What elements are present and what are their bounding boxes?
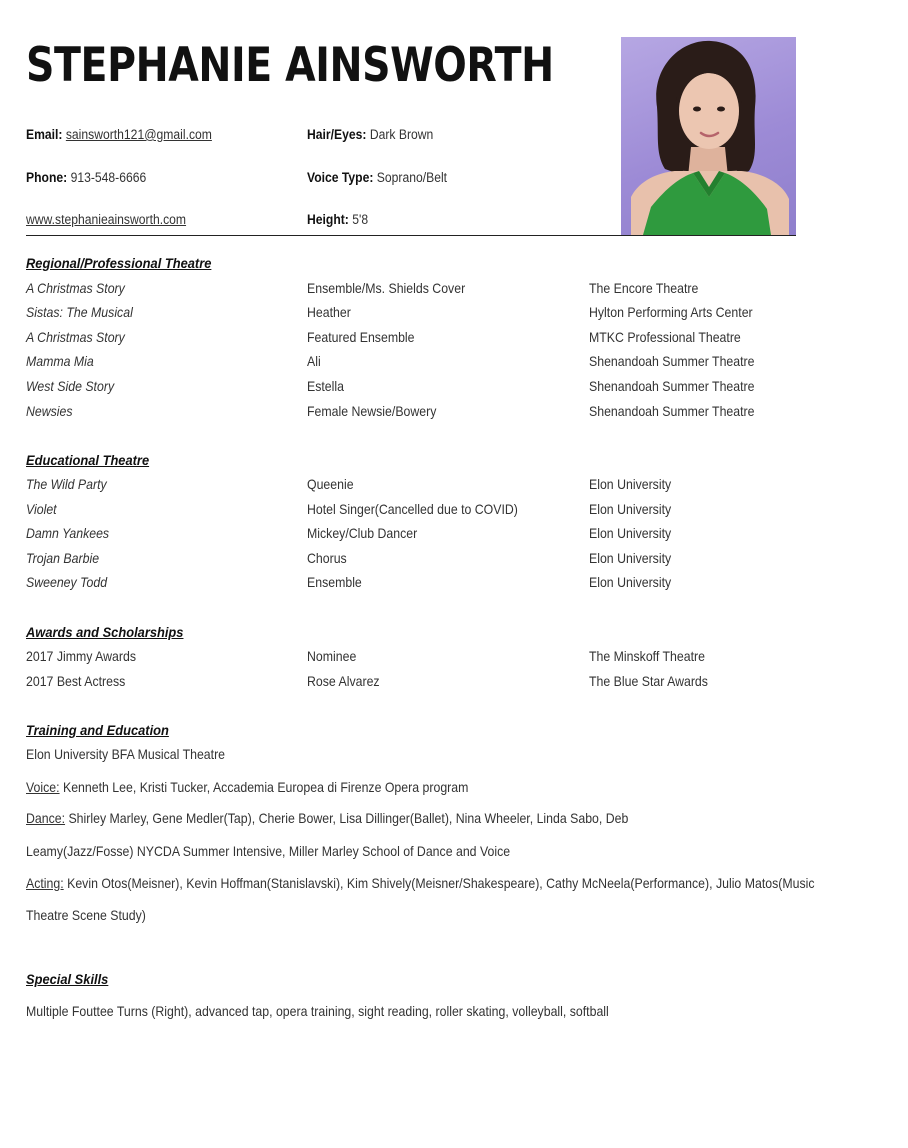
training-acting-continued: Theatre Scene Study) xyxy=(26,907,146,923)
credit-venue: Elon University xyxy=(589,574,672,590)
credit-role: Chorus xyxy=(307,550,347,566)
credit-row xyxy=(26,476,826,496)
awards-heading: Awards and Scholarships xyxy=(26,624,184,640)
phone-line xyxy=(26,170,146,185)
award-org: The Blue Star Awards xyxy=(589,673,708,689)
credit-role: Female Newsie/Bowery xyxy=(307,403,437,419)
credit-role: Ali xyxy=(307,353,321,369)
credit-row xyxy=(26,550,826,570)
special-skills-text: Multiple Fouttee Turns (Right), advanced tap, opera training, sight reading, roller skating, volleyball, softball xyxy=(26,1003,609,1019)
credit-venue: Elon University xyxy=(589,525,672,541)
headshot-illustration xyxy=(621,37,796,235)
credit-show: The Wild Party xyxy=(26,476,107,492)
voice-type-line xyxy=(307,170,447,185)
credit-venue: Shenandoah Summer Theatre xyxy=(589,403,755,419)
credit-role: Hotel Singer(Cancelled due to COVID) xyxy=(307,501,518,517)
website-line xyxy=(26,212,186,227)
award-row xyxy=(26,648,826,668)
credit-venue: Shenandoah Summer Theatre xyxy=(589,378,755,394)
credit-row xyxy=(26,525,826,545)
award-detail: Nominee xyxy=(307,648,357,664)
training-dance xyxy=(26,810,628,826)
hair-eyes-label: Hair/Eyes: xyxy=(307,127,367,142)
resume-name: STEPHANIE AINSWORTH xyxy=(26,38,554,93)
training-heading: Training and Education xyxy=(26,722,169,738)
credit-venue: Hylton Performing Arts Center xyxy=(589,304,753,320)
award-name: 2017 Jimmy Awards xyxy=(26,648,137,664)
credit-role: Ensemble xyxy=(307,574,362,590)
educational-theatre-heading: Educational Theatre xyxy=(26,452,150,468)
credit-show: Mamma Mia xyxy=(26,353,94,369)
credit-show: A Christmas Story xyxy=(26,329,125,345)
credit-role: Queenie xyxy=(307,476,354,492)
headshot-photo xyxy=(621,37,796,235)
training-acting xyxy=(26,875,815,891)
credit-venue: The Encore Theatre xyxy=(589,280,699,296)
height-label: Height: xyxy=(307,212,349,227)
credit-venue: Shenandoah Summer Theatre xyxy=(589,353,755,369)
credit-show: A Christmas Story xyxy=(26,280,125,296)
phone-label: Phone: xyxy=(26,170,68,185)
award-name: 2017 Best Actress xyxy=(26,673,126,689)
height-value: 5'8 xyxy=(352,212,369,227)
credit-row xyxy=(26,329,826,349)
credit-show: Damn Yankees xyxy=(26,525,110,541)
credit-row xyxy=(26,574,826,594)
email-link[interactable]: sainsworth121@gmail.com xyxy=(65,127,212,142)
credit-row xyxy=(26,353,826,373)
credit-show: Sistas: The Musical xyxy=(26,304,133,320)
credit-show: Violet xyxy=(26,501,57,517)
award-org: The Minskoff Theatre xyxy=(589,648,705,664)
credit-role: Ensemble/Ms. Shields Cover xyxy=(307,280,466,296)
credit-venue: MTKC Professional Theatre xyxy=(589,329,741,345)
credit-venue: Elon University xyxy=(589,476,672,492)
phone-value: 913-548-6666 xyxy=(70,170,147,185)
credit-row xyxy=(26,280,826,300)
training-voice-text: Kenneth Lee, Kristi Tucker, Accademia Europea di Firenze Opera program xyxy=(59,779,469,795)
training-dance-continued: Leamy(Jazz/Fosse) NYCDA Summer Intensive, Miller Marley School of Dance and Voice xyxy=(26,843,511,859)
credit-venue: Elon University xyxy=(589,501,672,517)
credit-show: West Side Story xyxy=(26,378,115,394)
training-dance-text: Shirley Marley, Gene Medler(Tap), Cherie Bower, Lisa Dillinger(Ballet), Nina Wheeler, Linda Sabo, Deb xyxy=(65,810,629,826)
credit-row xyxy=(26,403,826,423)
website-link[interactable]: www.stephanieainsworth.com xyxy=(26,212,187,227)
height-line xyxy=(307,212,368,227)
award-row xyxy=(26,673,826,693)
header-divider xyxy=(26,235,796,236)
award-detail: Rose Alvarez xyxy=(307,673,380,689)
voice-type-label: Voice Type: xyxy=(307,170,374,185)
email-label: Email: xyxy=(26,127,63,142)
credit-show: Sweeney Todd xyxy=(26,574,108,590)
credit-role: Estella xyxy=(307,378,344,394)
email-line xyxy=(26,127,212,142)
credit-show: Newsies xyxy=(26,403,73,419)
hair-eyes-value: Dark Brown xyxy=(369,127,434,142)
voice-type-value: Soprano/Belt xyxy=(376,170,448,185)
credit-row xyxy=(26,378,826,398)
training-voice-label: Voice: xyxy=(26,779,60,795)
training-dance-label: Dance: xyxy=(26,810,66,826)
training-voice xyxy=(26,779,468,795)
credit-row xyxy=(26,501,826,521)
hair-eyes-line xyxy=(307,127,433,142)
training-acting-label: Acting: xyxy=(26,875,64,891)
training-acting-text: Kevin Otos(Meisner), Kevin Hoffman(Stanislavski), Kim Shively(Meisner/Shakespeare), Cathy McNeela(Performance), Julio Matos(Music xyxy=(63,875,815,891)
special-skills-heading: Special Skills xyxy=(26,971,109,987)
credit-venue: Elon University xyxy=(589,550,672,566)
credit-show: Trojan Barbie xyxy=(26,550,100,566)
credit-role: Featured Ensemble xyxy=(307,329,415,345)
credit-role: Mickey/Club Dancer xyxy=(307,525,418,541)
credit-role: Heather xyxy=(307,304,351,320)
regional-theatre-heading: Regional/Professional Theatre xyxy=(26,255,212,271)
credit-row xyxy=(26,304,826,324)
training-degree: Elon University BFA Musical Theatre xyxy=(26,746,226,762)
